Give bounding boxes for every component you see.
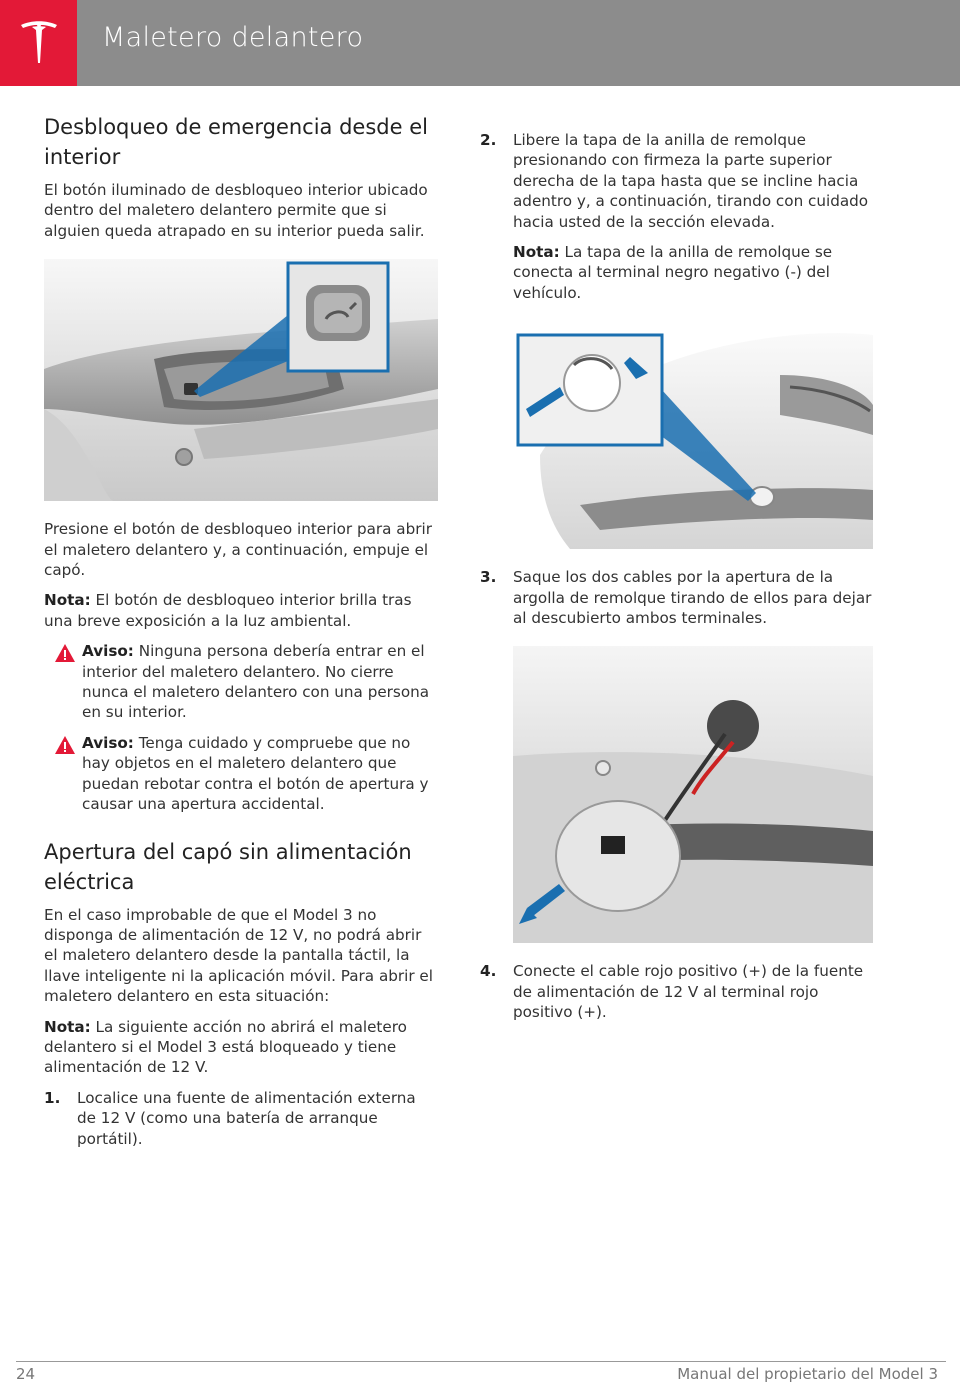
paragraph-press-button: Presione el botón de desbloqueo interior para abrir el maletero delantero y, a continuación, empuje el capó. <box>44 520 432 580</box>
tesla-logo-icon <box>17 19 61 67</box>
right-column <box>480 130 873 1033</box>
note-text: El botón de desbloqueo interior brilla tras una breve exposición a la luz ambiental. <box>44 591 412 630</box>
note-button-glow <box>44 590 438 631</box>
cables-illustration <box>513 646 873 943</box>
frunk-interior-drawing <box>44 259 438 501</box>
step-number: 4. <box>480 962 497 981</box>
note-locked <box>44 1017 438 1078</box>
page-header <box>0 0 960 86</box>
document-title: Manual del propietario del Model 3 <box>677 1365 938 1383</box>
paragraph-intro: El botón iluminado de desbloqueo interior ubicado dentro del maletero delantero permite que si alguien queda atrapado en su interior pueda salir. <box>44 181 428 240</box>
heading-no-power: Apertura del capó sin alimentación eléctrica <box>44 839 412 894</box>
step-text: Conecte el cable rojo positivo (+) de la fuente de alimentación de 12 V al terminal rojo positivo (+). <box>513 962 864 1022</box>
warning-label: Aviso: <box>82 733 134 752</box>
note-label: Nota: <box>44 1017 91 1036</box>
note-tow-cap <box>513 242 873 303</box>
step-3 <box>480 567 873 628</box>
frunk-release-illustration <box>44 259 438 501</box>
warning-text: Tenga cuidado y compruebe que no hay objetos en el maletero delantero que puedan rebotar contra el botón de apertura y causar una apertura accidental. <box>82 733 429 814</box>
warning-no-person <box>44 641 438 723</box>
step-number: 3. <box>480 568 497 587</box>
warning-objects <box>44 733 438 815</box>
note-text: La siguiente acción no abrirá el maletero delantero si el Model 3 está bloqueado y tiene alimentación de 12 V. <box>44 1017 407 1077</box>
note-label: Nota: <box>44 591 91 610</box>
tow-eye-cables-drawing <box>513 646 873 943</box>
paragraph-no-power: En el caso improbable de que el Model 3 no disponga de alimentación de 12 V, no podrá abrir el maletero delantero desde la pantalla táctil, la llave inteligente ni la aplicación móvil. Para abrir el maletero delantero en esta situación: <box>44 905 433 1006</box>
tow-cap-illustration <box>480 315 873 549</box>
step-4 <box>480 961 873 1022</box>
step-text: Saque los dos cables por la apertura de la argolla de remolque tirando de ellos para dejar al descubierto ambos terminales. <box>513 568 872 628</box>
heading-emergency-release: Desbloqueo de emergencia desde el interior <box>44 115 428 169</box>
warning-label: Aviso: <box>82 642 134 661</box>
warning-text: Ninguna persona debería entrar en el interior del maletero delantero. No cierre nunca el maletero delantero con una persona en su interior. <box>82 642 430 722</box>
step-text: Localice una fuente de alimentación externa de 12 V (como una batería de arranque portátil). <box>77 1088 416 1148</box>
footer-divider <box>16 1361 946 1362</box>
left-column <box>44 112 438 1159</box>
warning-icon <box>54 735 76 755</box>
step-2 <box>480 130 873 303</box>
note-label: Nota: <box>513 243 560 262</box>
step-number: 2. <box>480 131 497 149</box>
warning-icon <box>54 643 76 663</box>
page-number: 24 <box>16 1365 36 1383</box>
car-front-drawing <box>480 315 873 549</box>
step-text: Libere la tapa de la anilla de remolque presionando con firmeza la parte superior derecha de la tapa hasta que se incline hacia adentro y, a continuación, tirando con cuidado hacia usted de la sección elevada. <box>513 131 869 231</box>
step-number: 1. <box>44 1088 61 1107</box>
step-1 <box>44 1088 438 1149</box>
section-title: Maletero delantero <box>102 22 364 53</box>
note-text: La tapa de la anilla de remolque se conecta al terminal negro negativo (-) del vehículo. <box>513 243 833 302</box>
tesla-logo <box>0 0 77 86</box>
